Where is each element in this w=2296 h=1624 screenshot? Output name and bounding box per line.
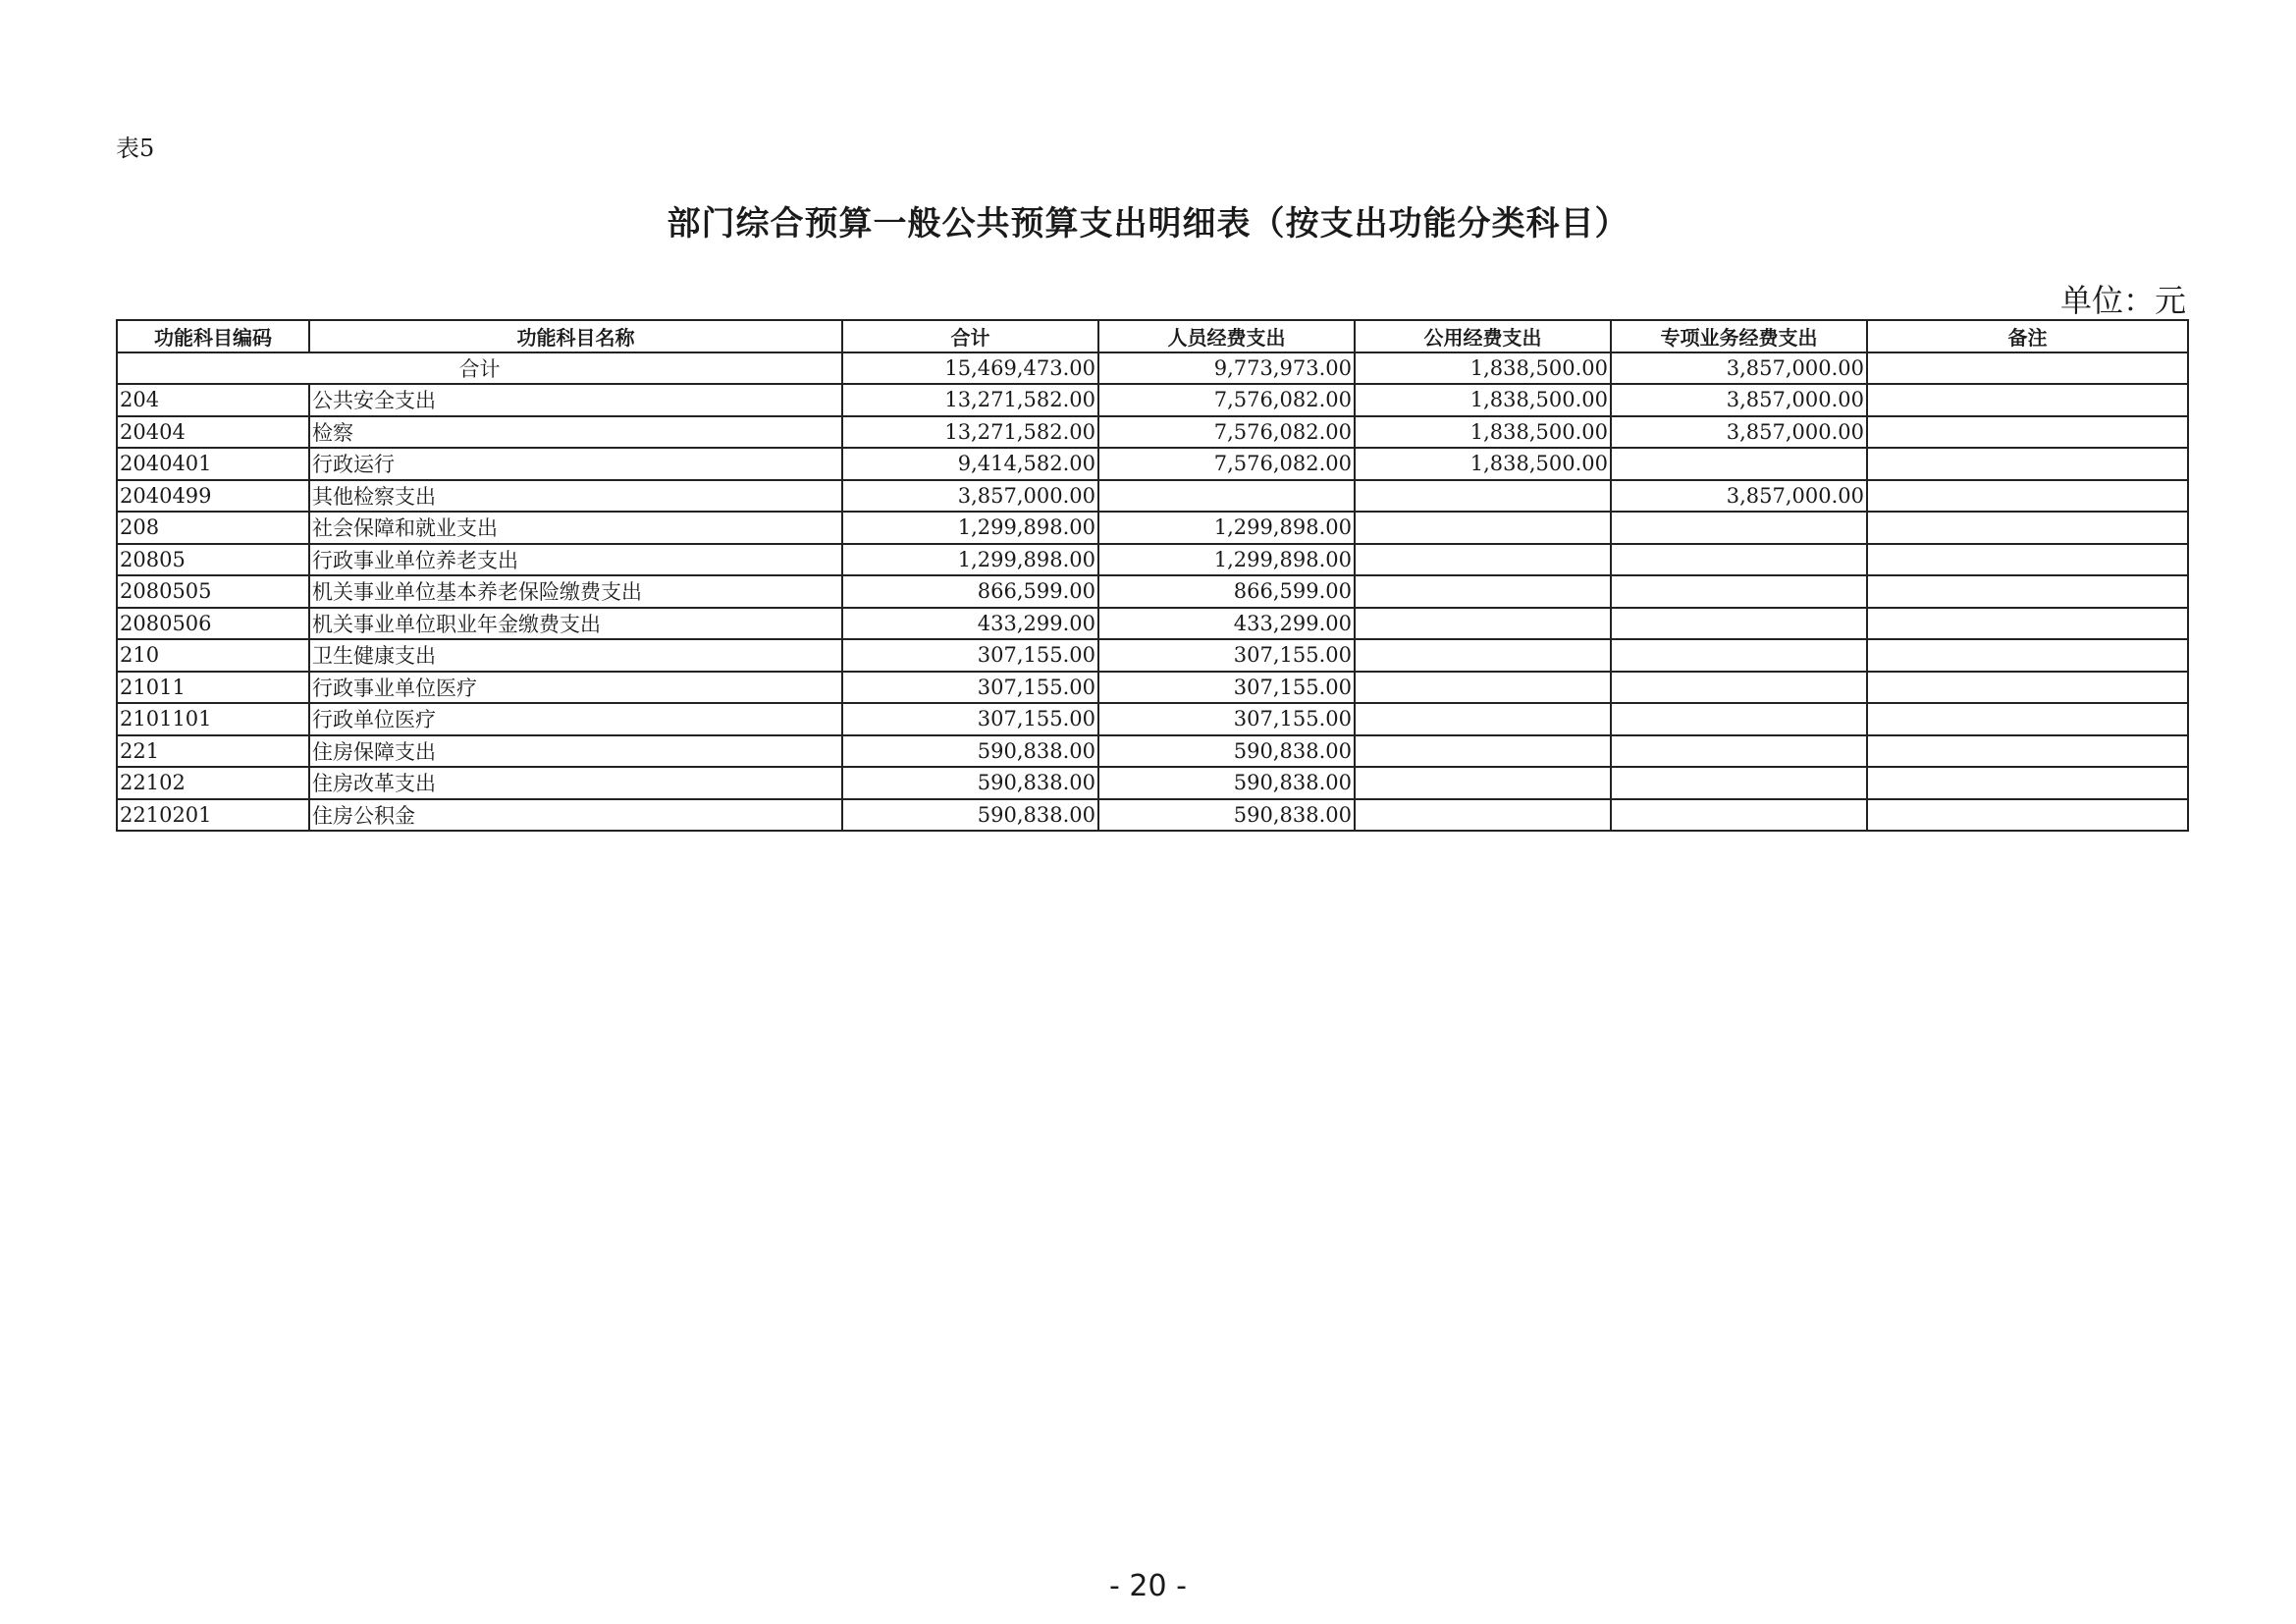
cell-total: 590,838.00 xyxy=(842,735,1098,768)
cell-personnel: 307,155.00 xyxy=(1098,639,1355,672)
cell-code: 20404 xyxy=(117,416,309,449)
cell-personnel: 590,838.00 xyxy=(1098,799,1355,832)
header-remark: 备注 xyxy=(1867,320,2188,352)
cell-public: 1,838,500.00 xyxy=(1355,448,1611,480)
table-row xyxy=(117,639,2188,672)
cell-public xyxy=(1355,703,1611,735)
table-row xyxy=(117,672,2188,704)
cell-special xyxy=(1611,544,1867,576)
cell-personnel: 307,155.00 xyxy=(1098,703,1355,735)
cell-special xyxy=(1611,608,1867,640)
cell-public xyxy=(1355,799,1611,832)
cell-name: 公共安全支出 xyxy=(309,384,842,416)
cell-remark xyxy=(1867,608,2188,640)
cell-public xyxy=(1355,767,1611,799)
table-row xyxy=(117,544,2188,576)
cell-special xyxy=(1611,639,1867,672)
cell-public xyxy=(1355,735,1611,768)
cell-code: 2080505 xyxy=(117,575,309,608)
cell-name: 社会保障和就业支出 xyxy=(309,512,842,544)
cell-name: 检察 xyxy=(309,416,842,449)
cell-remark xyxy=(1867,639,2188,672)
cell-total: 307,155.00 xyxy=(842,672,1098,704)
cell-remark xyxy=(1867,448,2188,480)
cell-name: 住房公积金 xyxy=(309,799,842,832)
cell-personnel: 433,299.00 xyxy=(1098,608,1355,640)
table-row xyxy=(117,799,2188,832)
table-row xyxy=(117,512,2188,544)
cell-remark xyxy=(1867,703,2188,735)
cell-special xyxy=(1611,735,1867,768)
cell-code: 204 xyxy=(117,384,309,416)
cell-special xyxy=(1611,767,1867,799)
cell-code: 221 xyxy=(117,735,309,768)
cell-public xyxy=(1355,608,1611,640)
table-row xyxy=(117,480,2188,513)
cell-name: 行政事业单位养老支出 xyxy=(309,544,842,576)
cell-total: 1,299,898.00 xyxy=(842,544,1098,576)
page-title: 部门综合预算一般公共预算支出明细表（按支出功能分类科目） xyxy=(667,204,1629,244)
cell-remark xyxy=(1867,480,2188,513)
header-code: 功能科目编码 xyxy=(117,320,309,352)
cell-total: 433,299.00 xyxy=(842,608,1098,640)
table-row xyxy=(117,416,2188,449)
cell-remark xyxy=(1867,672,2188,704)
header-total: 合计 xyxy=(842,320,1098,352)
cell-name: 机关事业单位职业年金缴费支出 xyxy=(309,608,842,640)
cell-special xyxy=(1611,575,1867,608)
cell-name: 住房改革支出 xyxy=(309,767,842,799)
cell-remark xyxy=(1867,735,2188,768)
cell-name: 住房保障支出 xyxy=(309,735,842,768)
page-number: - 20 - xyxy=(1109,1569,1187,1603)
cell-personnel: 7,576,082.00 xyxy=(1098,448,1355,480)
cell-name: 卫生健康支出 xyxy=(309,639,842,672)
cell-remark xyxy=(1867,544,2188,576)
header-name: 功能科目名称 xyxy=(309,320,842,352)
cell-special xyxy=(1611,512,1867,544)
table-row xyxy=(117,448,2188,480)
table-number-label: 表5 xyxy=(116,135,155,162)
header-personnel: 人员经费支出 xyxy=(1098,320,1355,352)
cell-total: 590,838.00 xyxy=(842,767,1098,799)
cell-public: 1,838,500.00 xyxy=(1355,352,1611,385)
cell-public xyxy=(1355,480,1611,513)
cell-special xyxy=(1611,672,1867,704)
cell-total: 866,599.00 xyxy=(842,575,1098,608)
cell-code: 2101101 xyxy=(117,703,309,735)
cell-code: 22102 xyxy=(117,767,309,799)
table-row xyxy=(117,608,2188,640)
table-row xyxy=(117,735,2188,768)
table-row xyxy=(117,575,2188,608)
cell-special: 3,857,000.00 xyxy=(1611,352,1867,385)
cell-remark xyxy=(1867,799,2188,832)
cell-name: 行政运行 xyxy=(309,448,842,480)
cell-personnel: 866,599.00 xyxy=(1098,575,1355,608)
cell-personnel: 590,838.00 xyxy=(1098,767,1355,799)
table-row xyxy=(117,767,2188,799)
cell-special: 3,857,000.00 xyxy=(1611,384,1867,416)
cell-personnel: 590,838.00 xyxy=(1098,735,1355,768)
cell-remark xyxy=(1867,575,2188,608)
cell-code: 2040499 xyxy=(117,480,309,513)
cell-personnel: 9,773,973.00 xyxy=(1098,352,1355,385)
cell-name: 行政单位医疗 xyxy=(309,703,842,735)
cell-total: 307,155.00 xyxy=(842,703,1098,735)
cell-special xyxy=(1611,448,1867,480)
cell-name: 其他检察支出 xyxy=(309,480,842,513)
cell-code: 2040401 xyxy=(117,448,309,480)
cell-code: 2210201 xyxy=(117,799,309,832)
total-row xyxy=(117,352,2188,385)
table-row xyxy=(117,703,2188,735)
cell-special xyxy=(1611,703,1867,735)
cell-remark xyxy=(1867,416,2188,449)
cell-total: 13,271,582.00 xyxy=(842,384,1098,416)
cell-public xyxy=(1355,672,1611,704)
cell-total: 15,469,473.00 xyxy=(842,352,1098,385)
cell-public xyxy=(1355,544,1611,576)
cell-public xyxy=(1355,575,1611,608)
cell-code: 21011 xyxy=(117,672,309,704)
cell-personnel: 307,155.00 xyxy=(1098,672,1355,704)
cell-personnel: 7,576,082.00 xyxy=(1098,384,1355,416)
cell-public: 1,838,500.00 xyxy=(1355,384,1611,416)
cell-code: 208 xyxy=(117,512,309,544)
cell-code: 2080506 xyxy=(117,608,309,640)
cell-total: 590,838.00 xyxy=(842,799,1098,832)
cell-name: 机关事业单位基本养老保险缴费支出 xyxy=(309,575,842,608)
cell-special: 3,857,000.00 xyxy=(1611,416,1867,449)
cell-public xyxy=(1355,512,1611,544)
cell-code: 210 xyxy=(117,639,309,672)
total-label: 合计 xyxy=(117,352,842,385)
cell-remark xyxy=(1867,767,2188,799)
cell-public xyxy=(1355,639,1611,672)
cell-total: 1,299,898.00 xyxy=(842,512,1098,544)
header-public: 公用经费支出 xyxy=(1355,320,1611,352)
header-special: 专项业务经费支出 xyxy=(1611,320,1867,352)
cell-special: 3,857,000.00 xyxy=(1611,480,1867,513)
cell-remark xyxy=(1867,352,2188,385)
cell-name: 行政事业单位医疗 xyxy=(309,672,842,704)
cell-total: 9,414,582.00 xyxy=(842,448,1098,480)
cell-personnel: 7,576,082.00 xyxy=(1098,416,1355,449)
unit-label: 单位：元 xyxy=(2059,282,2186,319)
cell-personnel xyxy=(1098,480,1355,513)
table-row xyxy=(117,384,2188,416)
cell-public: 1,838,500.00 xyxy=(1355,416,1611,449)
cell-personnel: 1,299,898.00 xyxy=(1098,512,1355,544)
table-header-row xyxy=(117,320,2188,352)
cell-total: 3,857,000.00 xyxy=(842,480,1098,513)
budget-table xyxy=(116,319,2189,832)
cell-remark xyxy=(1867,512,2188,544)
cell-total: 13,271,582.00 xyxy=(842,416,1098,449)
cell-personnel: 1,299,898.00 xyxy=(1098,544,1355,576)
cell-total: 307,155.00 xyxy=(842,639,1098,672)
cell-code: 20805 xyxy=(117,544,309,576)
cell-remark xyxy=(1867,384,2188,416)
cell-special xyxy=(1611,799,1867,832)
